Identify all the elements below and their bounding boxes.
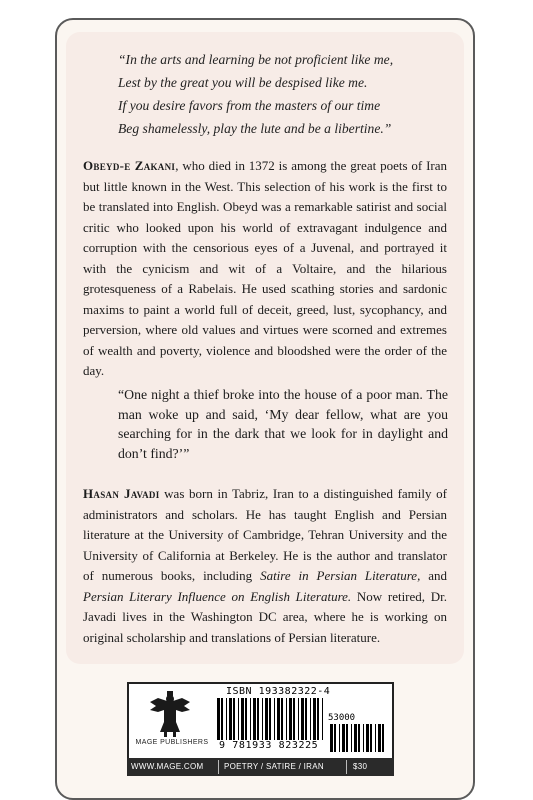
book-title: Satire in Persian Literature, [260, 568, 421, 583]
barcode-bar [281, 698, 283, 740]
barcode-bar [293, 698, 295, 740]
epigraph-line: Lest by the great you will be despised like me. [118, 75, 368, 90]
epigraph [118, 48, 458, 140]
eagle-logo-icon [130, 688, 210, 740]
barcode-bar [322, 698, 323, 740]
barcode-bar [241, 698, 244, 740]
barcode-bar [351, 724, 352, 752]
website-link: WWW.MAGE.COM [131, 762, 204, 771]
translator-name: Hasan Javadi [83, 486, 160, 501]
barcode-bar [370, 724, 372, 752]
barcode-bar [310, 698, 311, 740]
isbn-barcode [217, 698, 325, 740]
publisher-name: MAGE PUBLISHERS [135, 739, 209, 746]
barcode-bar [301, 698, 304, 740]
book-title: Persian Literary Influence on English Literature. [83, 588, 352, 604]
barcode-bar [339, 724, 340, 752]
epigraph-line: “In the arts and learning be not proficient like me, [118, 52, 394, 67]
price-barcode [330, 724, 385, 752]
barcode-bar [289, 698, 292, 740]
bio-text: , who died in 1372 is among the great poets of Iran but little known in the West. This selection of his work is the first to be translated into English. Obeyd was a remarkable satirist and social critic who looked upon his world of extravagant indulgence and corruption with the censorious eyes of a Juvenal, and portrayed it with the cynicism and wit of a Voltaire, and the hilarious grotesqueness of a Rabelais. He used scathing stories and sardonic maxims to paint a world full of deceit, greed, lust, sycophancy, and perversion, where old values and virtues were scorned and extremes of wealth and poverty, violence and bloodshed were the order of the day. [83, 158, 448, 378]
barcode-bar [378, 724, 381, 752]
footer-divider [218, 760, 219, 774]
bio-text: Now retired, Dr. Javadi lives in the Washington DC area, where he is working on original scholarship and translations of Persian literature. [83, 588, 447, 645]
barcode-bar [342, 724, 345, 752]
pull-quote: “One night a thief broke into the house of a poor man. The man woke up and said, ‘My dear fellow, what are you searching for in the dark that we look for in daylight and don’t find?’” [118, 387, 448, 461]
price-code: 53000 [328, 713, 356, 723]
barcode-bar [265, 698, 268, 740]
barcode-bar [354, 724, 357, 752]
barcode-bar [317, 698, 319, 740]
barcode-bar [313, 698, 316, 740]
barcode-bar [250, 698, 251, 740]
isbn-number: 9 781933 823225 [219, 740, 319, 751]
barcode-bar [217, 698, 220, 740]
epigraph-line: If you desire favors from the masters of our time [118, 98, 381, 113]
barcode-bar [334, 724, 336, 752]
barcode-bar [366, 724, 369, 752]
barcode-bar [330, 724, 333, 752]
isbn-label: ISBN 193382322-4 [226, 686, 331, 697]
barcode-bar [358, 724, 360, 752]
barcode-bar [286, 698, 287, 740]
barcode-bar [238, 698, 239, 740]
barcode-bar [382, 724, 384, 752]
translator-bio-javadi [83, 484, 447, 648]
barcode-bar [346, 724, 348, 752]
barcode-bar [257, 698, 259, 740]
category-label: POETRY / SATIRE / IRAN [224, 762, 324, 771]
author-bio-zakani [83, 156, 447, 382]
barcode-bar [221, 698, 223, 740]
barcode-bar [245, 698, 247, 740]
price-label: $30 [353, 762, 368, 771]
barcode-bar [262, 698, 263, 740]
barcode-bar [277, 698, 280, 740]
author-name: Obeyd-e Zakani [83, 158, 176, 173]
footer-divider [346, 760, 347, 774]
epigraph-line: Beg shamelessly, play the lute and be a libertine.” [118, 121, 392, 136]
bio-text: was born in Tabriz, Iran to a distinguished family of administrators and scholars. He has taught English and Persian literature at the University of Cambridge, Tehran University and the University of California at Berkeley. He is the author and translator of numerous books, including [83, 486, 447, 583]
barcode-bar [375, 724, 376, 752]
barcode-bar [229, 698, 232, 740]
barcode-bar [305, 698, 307, 740]
barcode-bar [274, 698, 275, 740]
barcode-bar [226, 698, 227, 740]
barcode-bar [269, 698, 271, 740]
barcode-bar [363, 724, 364, 752]
barcode-bar [298, 698, 299, 740]
barcode-bar [233, 698, 235, 740]
bio-text: and [420, 568, 447, 583]
barcode-bar [253, 698, 256, 740]
